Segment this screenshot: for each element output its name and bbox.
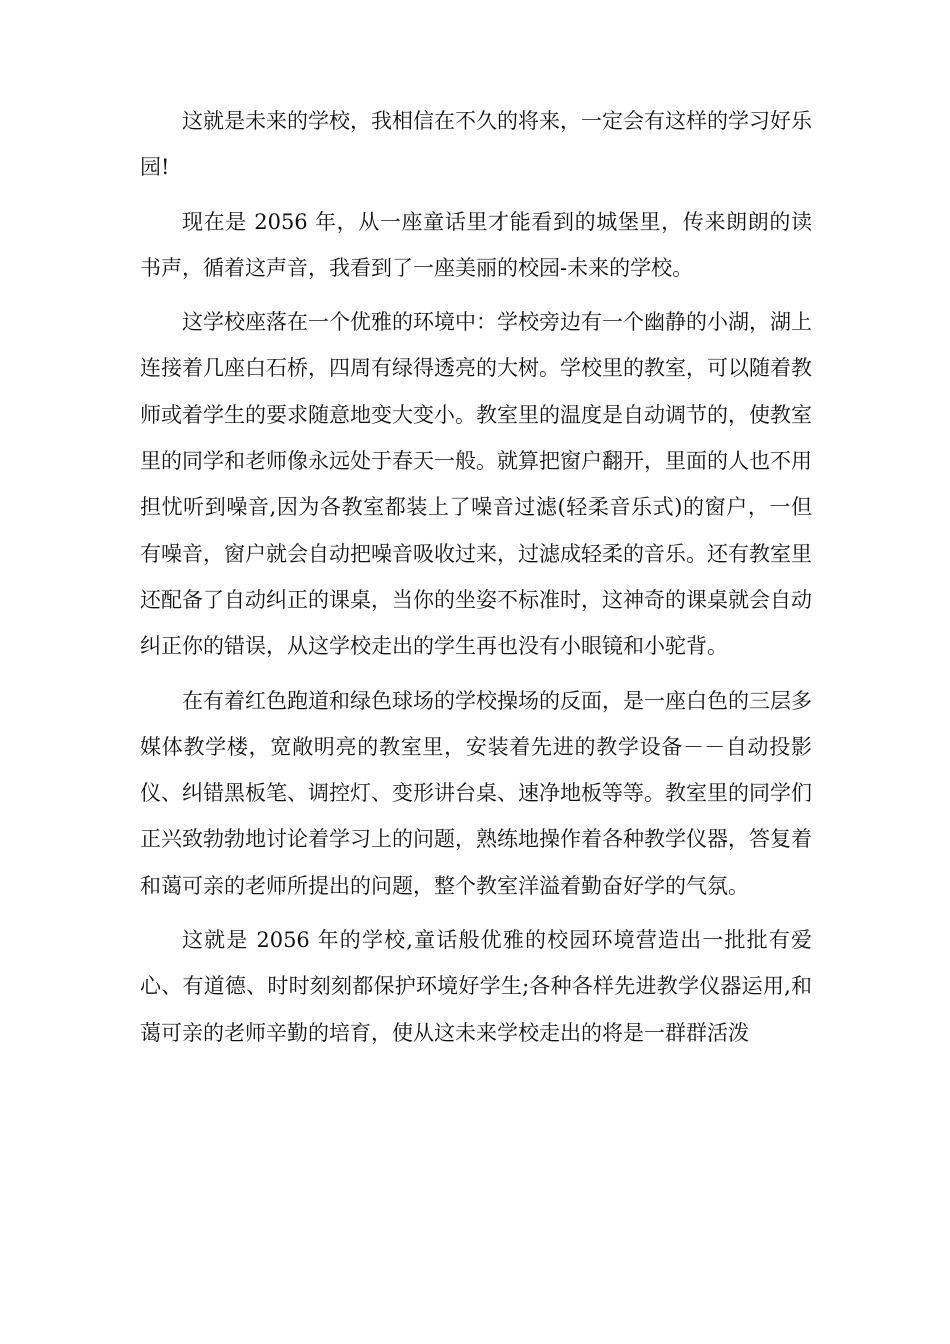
paragraph-5: 这就是 2056 年的学校,童话般优雅的校园环境营造出一批批有爱心、有道德、时时刻刻都保护环境好学生;各种各样先进教学仪器运用,和蔼可亲的老师辛勤的培育，使从这未来学校走出的将是一群群活泼 <box>140 928 812 1045</box>
paragraph-4: 在有着红色跑道和绿色球场的学校操场的反面，是一座白色的三层多媒体教学楼，宽敞明亮的教室里，安装着先进的教学设备－－自动投影仪、纠错黑板笔、调控灯、变形讲台桌、速净地板等等。教室里的同学们正兴致勃勃地讨论着学习上的问题，熟练地操作着各种教学仪器，答复着和蔼可亲的老师所提出的问题，整个教室洋溢着勤奋好学的气氛。 <box>140 688 812 898</box>
paragraph-1: 这就是未来的学校，我相信在不久的将来，一定会有这样的学习好乐园! <box>140 109 812 180</box>
paragraph-3: 这学校座落在一个优雅的环境中：学校旁边有一个幽静的小湖，湖上连接着几座白石桥，四周有绿得透亮的大树。学校里的教室，可以随着教师或着学生的要求随意地变大变小。教室里的温度是自动调节的，使教室里的同学和老师像永远处于春天一般。就算把窗户翻开，里面的人也不用担忧听到噪音,因为各教室都装上了噪音过滤(轻柔音乐式)的窗户，一但有噪音，窗户就会自动把噪音吸收过来，过滤成轻柔的音乐。还有教室里还配备了自动纠正的课桌，当你的坐姿不标准时，这神奇的课桌就会自动纠正你的错误，从这学校走出的学生再也没有小眼镜和小驼背。 <box>140 310 812 659</box>
document-page <box>140 98 812 1064</box>
paragraph-2: 现在是 2056 年，从一座童话里才能看到的城堡里，传来朗朗的读书声，循着这声音，我看到了一座美丽的校园-未来的学校。 <box>140 209 812 280</box>
